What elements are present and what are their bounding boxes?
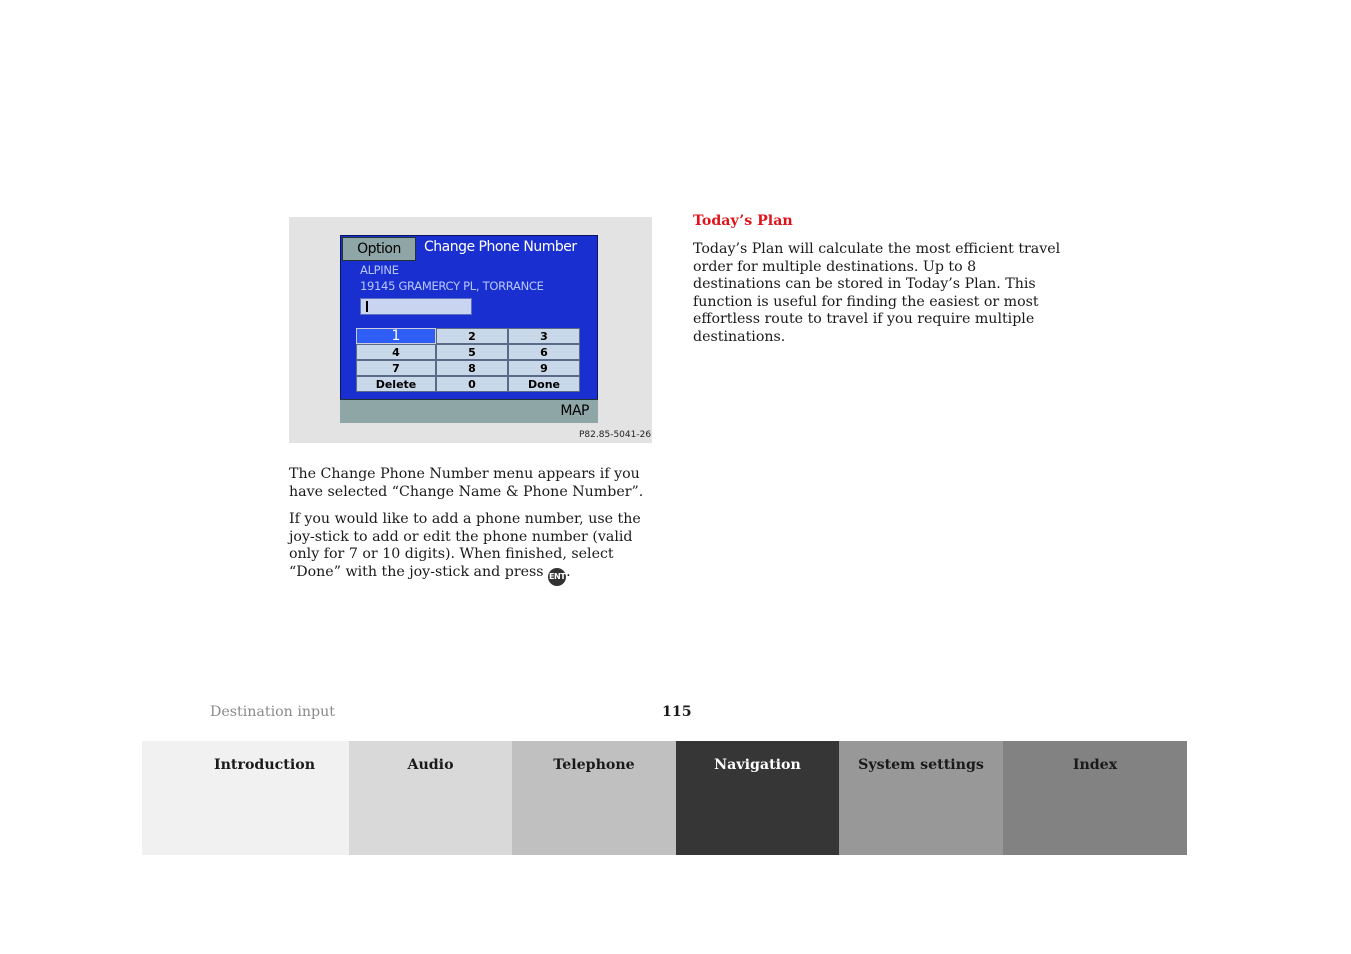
- phone-number-field[interactable]: [360, 298, 472, 315]
- key-6[interactable]: 6: [508, 344, 580, 360]
- section-heading: Today’s Plan: [693, 213, 793, 229]
- key-7[interactable]: 7: [356, 360, 436, 376]
- text-caret: [366, 301, 368, 312]
- key-9[interactable]: 9: [508, 360, 580, 376]
- key-0[interactable]: 0: [436, 376, 508, 392]
- instruction-paragraph: [289, 511, 659, 586]
- tab-system-settings[interactable]: [839, 741, 1003, 855]
- number-keypad: [356, 328, 580, 392]
- key-3[interactable]: 3: [508, 328, 580, 344]
- todays-plan-paragraph: Today’s Plan will calculate the most efficient travel order for multiple destinations. Up to 8 destinations can be stored in Today’s Plan. This function is useful for finding the easiest or most effortless route to travel if you require multiple destinations.: [693, 241, 1061, 345]
- map-button-label: MAP: [560, 403, 589, 419]
- instruction-text: If you would like to add a phone number, use the joy-stick to add or edit the phone number (valid only for 7 or 10 digits). When finished, select “Done” with the joy-stick and press: [289, 511, 641, 580]
- tab-label: Navigation: [714, 757, 801, 773]
- tab-label: Audio: [407, 757, 454, 773]
- option-button[interactable]: Option: [342, 237, 416, 261]
- tab-label: Introduction: [213, 757, 316, 773]
- section-name: Destination input: [210, 704, 335, 720]
- key-delete[interactable]: Delete: [356, 376, 436, 392]
- tab-label: Index: [1072, 757, 1118, 773]
- tab-label: Telephone: [553, 757, 635, 773]
- key-done[interactable]: Done: [508, 376, 580, 392]
- destination-address: 19145 GRAMERCY PL, TORRANCE: [360, 279, 544, 293]
- tab-index[interactable]: [1003, 741, 1187, 855]
- instruction-end: .: [566, 563, 571, 580]
- key-8[interactable]: 8: [436, 360, 508, 376]
- map-bar[interactable]: [340, 399, 598, 423]
- tab-telephone[interactable]: [512, 741, 676, 855]
- image-code: P82.85-5041-26: [579, 430, 652, 440]
- chapter-tabs: [142, 741, 1187, 855]
- device-screenshot: [289, 217, 652, 443]
- destination-name: ALPINE: [360, 263, 399, 277]
- key-1[interactable]: 1: [356, 328, 436, 344]
- tab-audio[interactable]: [349, 741, 512, 855]
- key-2[interactable]: 2: [436, 328, 508, 344]
- page-number: 115: [662, 704, 692, 720]
- intro-paragraph: The Change Phone Number menu appears if you have selected “Change Name & Phone Number”.: [289, 466, 644, 500]
- tab-introduction[interactable]: [142, 741, 349, 855]
- nav-screen: [340, 235, 598, 423]
- ent-button-icon: ENT: [548, 568, 566, 586]
- key-4[interactable]: 4: [356, 344, 436, 360]
- key-5[interactable]: 5: [436, 344, 508, 360]
- tab-label: System settings: [858, 757, 984, 773]
- tab-navigation[interactable]: [676, 741, 839, 855]
- screen-title: Change Phone Number: [424, 239, 577, 255]
